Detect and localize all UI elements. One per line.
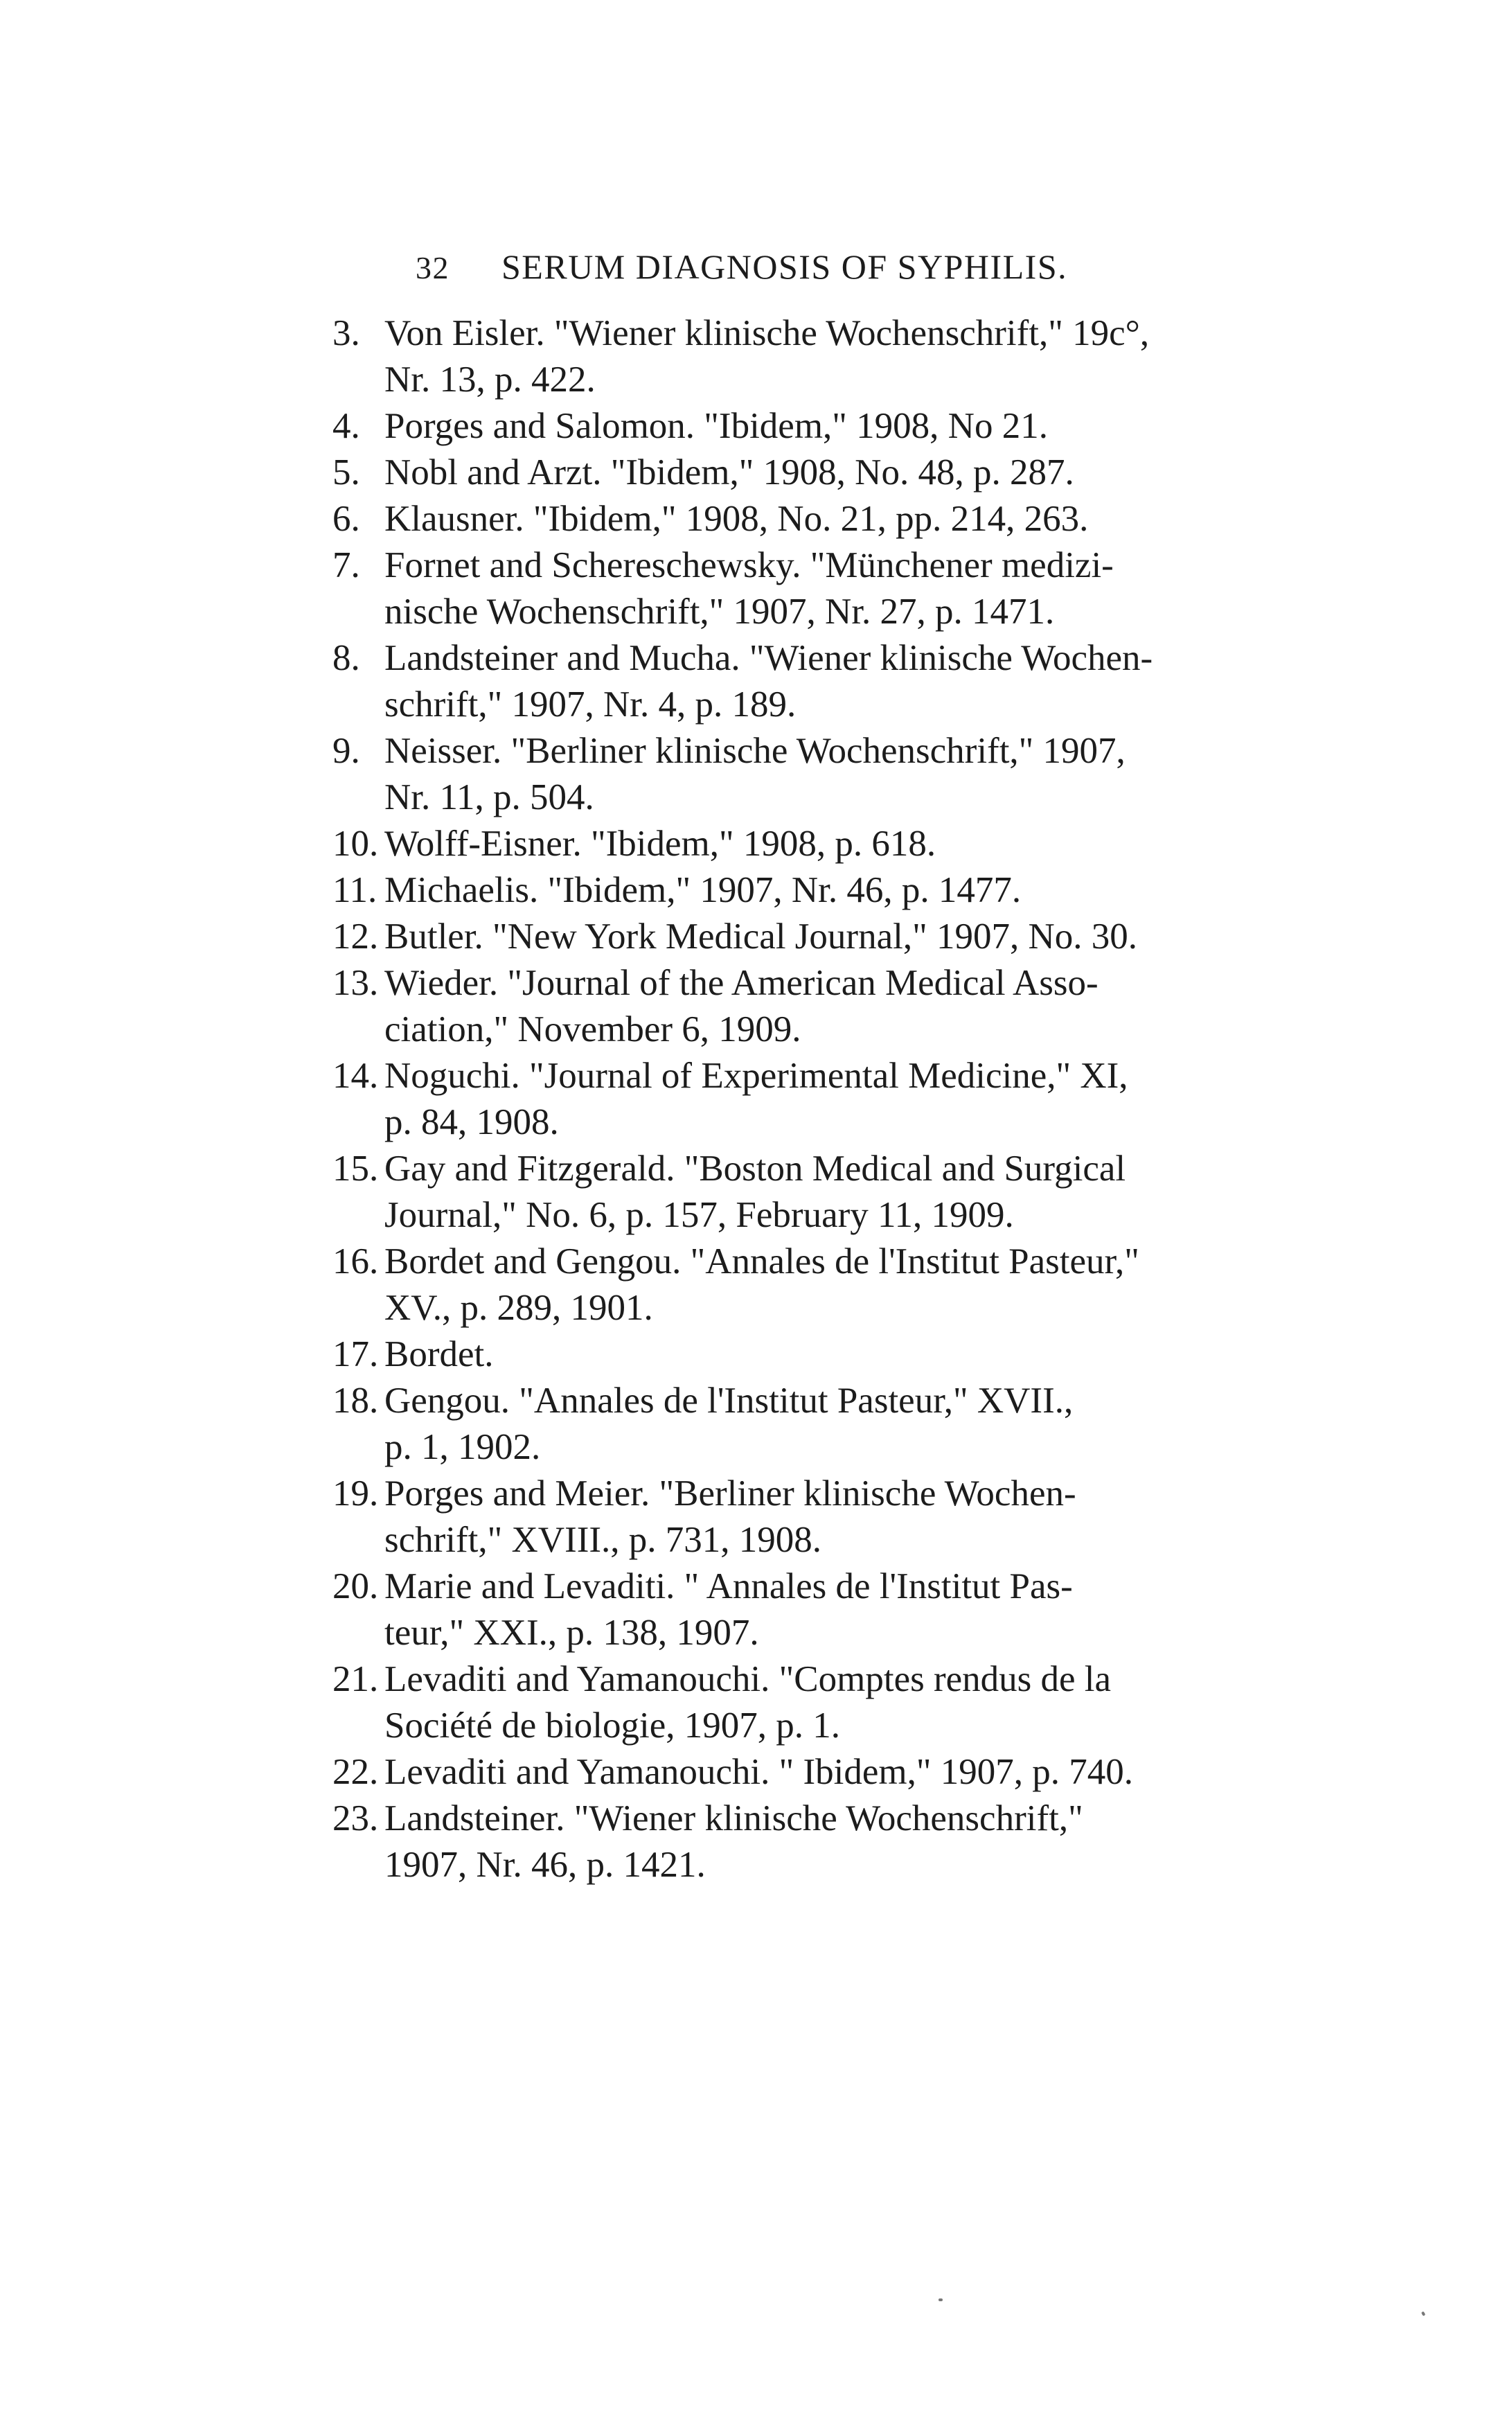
- reference-entry: [332, 1563, 1302, 1656]
- reference-text-line: Marie and Levaditi. " Annales de l'Institut Pas-: [384, 1566, 1073, 1606]
- reference-number: 9.: [332, 731, 360, 771]
- scan-speck: [1421, 2311, 1425, 2316]
- page-number: 32: [416, 250, 450, 285]
- reference-number: 21.: [332, 1659, 379, 1699]
- reference-text-line: Porges and Meier. "Berliner klinische Wochen-: [384, 1473, 1076, 1514]
- reference-entry: [332, 1331, 1302, 1378]
- reference-entry: [332, 403, 1302, 450]
- reference-text-line: Nr. 13, p. 422.: [384, 360, 596, 400]
- reference-entry: [332, 496, 1302, 542]
- reference-number: 4.: [332, 406, 360, 446]
- reference-entry: [332, 542, 1302, 635]
- reference-number: 11.: [332, 870, 377, 910]
- reference-text-line: Levaditi and Yamanouchi. " Ibidem," 1907, p. 740.: [384, 1752, 1134, 1792]
- reference-entry: [332, 914, 1302, 960]
- reference-number: 18.: [332, 1381, 379, 1421]
- reference-text-line: XV., p. 289, 1901.: [384, 1288, 653, 1328]
- reference-text-line: Levaditi and Yamanouchi. "Comptes rendus de la: [384, 1659, 1112, 1699]
- reference-text-line: p. 84, 1908.: [384, 1102, 559, 1142]
- reference-entry: [332, 960, 1302, 1053]
- reference-number: 23.: [332, 1798, 379, 1838]
- reference-entry: [332, 821, 1302, 867]
- reference-number: 10.: [332, 824, 379, 864]
- reference-entry: [332, 1053, 1302, 1146]
- reference-text-line: teur," XXI., p. 138, 1907.: [384, 1613, 759, 1653]
- running-title: SERUM DIAGNOSIS OF SYPHILIS.: [501, 247, 1068, 286]
- reference-text-line: schrift," 1907, Nr. 4, p. 189.: [384, 684, 797, 725]
- reference-text-line: Bordet and Gengou. "Annales de l'Institut Pasteur,": [384, 1241, 1139, 1282]
- reference-entry: [332, 1471, 1302, 1563]
- reference-text-line: Noguchi. "Journal of Experimental Medicine," XI,: [384, 1056, 1128, 1096]
- reference-number: 7.: [332, 545, 360, 585]
- reference-text-line: Journal," No. 6, p. 157, February 11, 1909.: [384, 1195, 1014, 1235]
- reference-number: 13.: [332, 963, 379, 1003]
- reference-text-line: Wieder. "Journal of the American Medical Asso-: [384, 963, 1099, 1003]
- reference-number: 15.: [332, 1149, 379, 1189]
- reference-text-line: Société de biologie, 1907, p. 1.: [384, 1705, 840, 1746]
- reference-number: 12.: [332, 916, 379, 957]
- reference-entry: [332, 728, 1302, 821]
- reference-number: 3.: [332, 313, 360, 353]
- reference-entry: [332, 1656, 1302, 1749]
- reference-text-line: Porges and Salomon. "Ibidem," 1908, No 21.: [384, 406, 1048, 446]
- reference-entry: [332, 1146, 1302, 1239]
- reference-text-line: Bordet.: [384, 1334, 494, 1374]
- reference-text-line: Butler. "New York Medical Journal," 1907, No. 30.: [384, 916, 1137, 957]
- running-head: [416, 242, 1247, 291]
- reference-number: 17.: [332, 1334, 379, 1374]
- reference-text-line: Landsteiner and Mucha. "Wiener klinische Wochen-: [384, 638, 1153, 678]
- reference-text-line: schrift," XVIII., p. 731, 1908.: [384, 1520, 822, 1560]
- reference-entry: [332, 1378, 1302, 1471]
- reference-entry: [332, 1239, 1302, 1331]
- reference-text-line: Klausner. "Ibidem," 1908, No. 21, pp. 214, 263.: [384, 499, 1089, 539]
- reference-text-line: Nr. 11, p. 504.: [384, 777, 594, 817]
- reference-text-line: Michaelis. "Ibidem," 1907, Nr. 46, p. 1477.: [384, 870, 1022, 910]
- reference-entry: [332, 867, 1302, 914]
- reference-text-line: Landsteiner. "Wiener klinische Wochenschrift,": [384, 1798, 1083, 1838]
- reference-text-line: Gengou. "Annales de l'Institut Pasteur," XVII.,: [384, 1381, 1074, 1421]
- reference-text-line: Gay and Fitzgerald. "Boston Medical and Surgical: [384, 1149, 1126, 1189]
- reference-number: 16.: [332, 1241, 379, 1282]
- reference-entry: [332, 450, 1302, 496]
- reference-text-line: ciation," November 6, 1909.: [384, 1009, 801, 1049]
- reference-number: 5.: [332, 452, 360, 493]
- reference-list: [332, 310, 1302, 1888]
- reference-text-line: 1907, Nr. 46, p. 1421.: [384, 1845, 706, 1885]
- reference-entry: [332, 1749, 1302, 1796]
- reference-text-line: p. 1, 1902.: [384, 1427, 541, 1467]
- reference-number: 6.: [332, 499, 360, 539]
- reference-number: 19.: [332, 1473, 379, 1514]
- reference-number: 14.: [332, 1056, 379, 1096]
- reference-text-line: Neisser. "Berliner klinische Wochenschrift," 1907,: [384, 731, 1126, 771]
- reference-number: 22.: [332, 1752, 379, 1792]
- reference-text-line: Wolff-Eisner. "Ibidem," 1908, p. 618.: [384, 824, 936, 864]
- reference-text-line: nische Wochenschrift," 1907, Nr. 27, p. 1471.: [384, 592, 1055, 632]
- reference-entry: [332, 310, 1302, 403]
- reference-number: 8.: [332, 638, 360, 678]
- reference-entry: [332, 635, 1302, 728]
- reference-entry: [332, 1796, 1302, 1888]
- reference-text-line: Fornet and Schereschewsky. "Münchener medizi-: [384, 545, 1114, 585]
- scan-speck: [939, 2298, 943, 2301]
- reference-text-line: Von Eisler. "Wiener klinische Wochenschrift," 19c°,: [384, 313, 1150, 353]
- reference-number: 20.: [332, 1566, 379, 1606]
- reference-text-line: Nobl and Arzt. "Ibidem," 1908, No. 48, p. 287.: [384, 452, 1074, 493]
